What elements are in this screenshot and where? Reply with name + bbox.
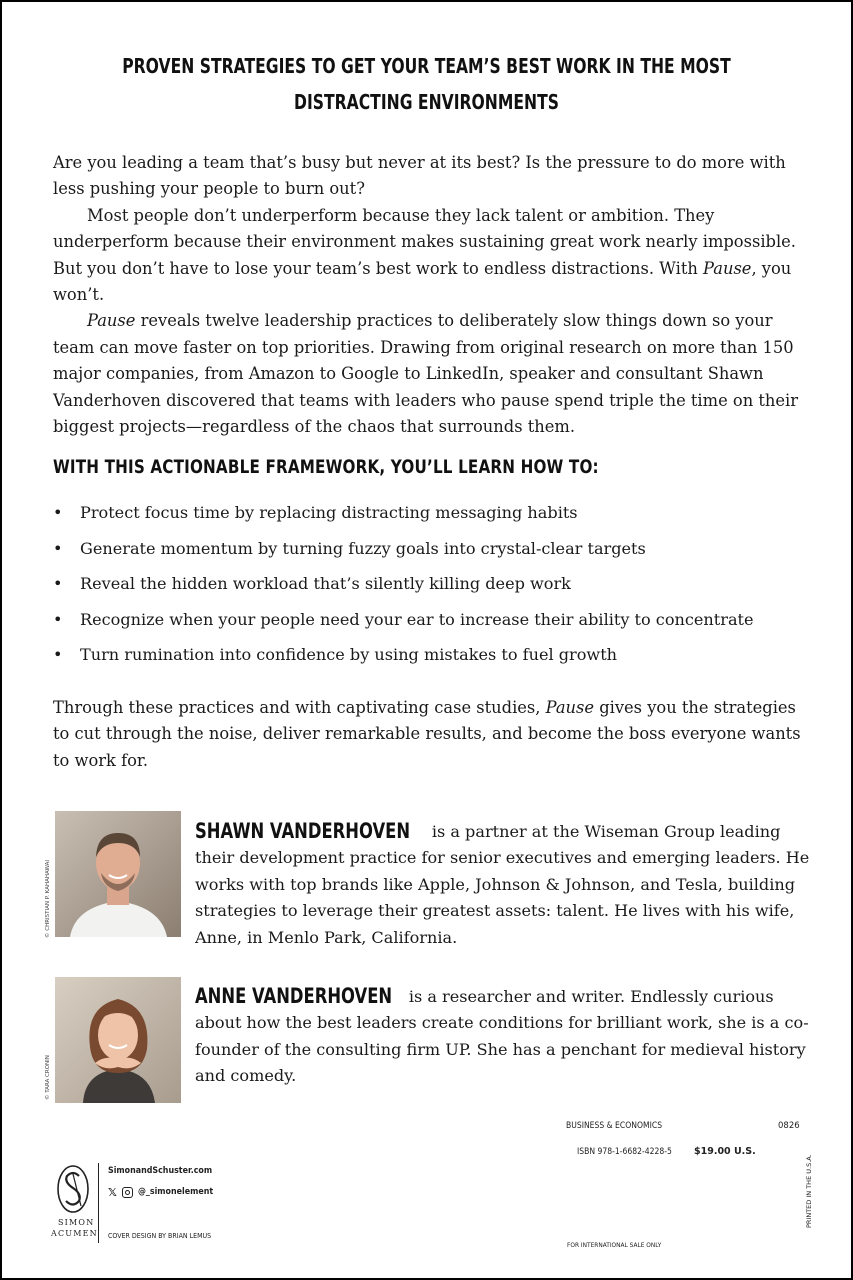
instagram-icon[interactable] [122,1187,133,1198]
catalog-code: 0826 [778,1121,800,1131]
bullet-text: Turn rumination into confidence by using mistakes to fuel growth [80,645,618,664]
photo-credit-2: © TARA CRONIN [45,1055,51,1100]
list-item [53,500,843,536]
international-sale-label: FOR INTERNATIONAL SALE ONLY [567,1241,662,1249]
portrait-icon [55,977,181,1103]
author-bio-text: is a partner at the Wiseman Group leading their development practice for senior executives and emerging leaders. He works with top brands like Apple, Johnson & Johnson, and Tesla, building strategies to leverage their greatest assets: talent. He lives with his wife, Anne, in Menlo Park, California. [195,822,810,947]
book-title-italic: Pause [703,258,752,278]
bullet-text: Recognize when your people need your ear to increase their ability to concentrate [80,609,754,629]
intro-paragraph-1: Are you leading a team that’s busy but never at its best? Is the pressure to do more with less pushing your people to burn out? [53,153,786,199]
author-bio-text: is a researcher and writer. Endlessly curious about how the best leaders create conditions for brilliant work, she is a co-founder of the consulting firm UP. She has a penchant for medieval history and comedy. [195,987,809,1086]
simon-acumen-logo-icon [55,1164,91,1214]
author-bio-anne [195,983,820,1090]
social-handle[interactable]: @_simonelement [137,1187,214,1198]
intro-paragraph-3-text: reveals twelve leadership practices to deliberately slow things down so your team can move faster on top priorities. Drawing from original research on more than 150 major companies, from Amazon to Google to LinkedIn, speaker and consultant Shawn Vanderhoven discovered that teams with leaders who pause spend triple the time on their biggest projects—regardless of the chaos that surrounds them. [53,311,799,437]
headline-line-2: DISTRACTING ENVIRONMENTS [294,90,559,114]
cover-design-credit: COVER DESIGN BY BRIAN LEMUS [108,1232,212,1240]
author-photo-shawn [55,811,181,937]
isbn-number: ISBN 978-1-6682-4228-5 [577,1147,672,1157]
intro-paragraph-2 [53,203,813,309]
list-item [53,536,843,572]
photo-credit-1: © CHRISTIAN P. KAHAHAWAI [45,859,51,938]
author-bio-shawn [195,818,820,951]
bullet-list [53,500,843,678]
framework-heading: WITH THIS ACTIONABLE FRAMEWORK, YOU’LL LEARN HOW TO: [53,456,599,478]
book-title-italic: Pause [87,311,136,331]
intro-paragraph-2-end: , you won’t. [53,258,792,305]
bullet-icon: • [53,538,63,558]
list-item [53,571,843,607]
headline-line-1: PROVEN STRATEGIES TO GET YOUR TEAM’S BEST WORK IN THE MOST [122,54,731,78]
publisher-name-line1: SIMON [58,1218,95,1227]
printed-label: PRINTED IN THE U.S.A. [805,1154,813,1228]
publisher-name-line2: ACUMEN [51,1229,98,1238]
bullet-text: Protect focus time by replacing distracting messaging habits [80,503,578,522]
bullet-text: Reveal the hidden workload that’s silently killing deep work [80,574,571,593]
book-title-italic: Pause [545,698,595,717]
price-label: $19.00 U.S. [694,1146,756,1157]
author-photo-anne [55,977,181,1103]
list-item [53,642,843,678]
intro-copy [53,150,813,440]
outro-end: gives you the strategies to cut through the noise, deliver remarkable results, and become the boss everyone wants to work for. [53,698,801,770]
intro-paragraph-2-text: Most people don’t underperform because they lack talent or ambition. They underperform because their environment makes sustaining great work nearly impossible. But you don’t have to lose your team’s best work to endless distractions. With [53,205,796,278]
bullet-icon: • [53,503,63,522]
bullet-text: Generate momentum by turning fuzzy goals into crystal-clear targets [80,538,646,558]
bullet-icon: • [53,645,63,664]
outro-paragraph [53,695,813,774]
x-icon[interactable]: 𝕏 [108,1185,117,1199]
headline [0,52,853,124]
category-label: BUSINESS & ECONOMICS [566,1121,663,1131]
intro-paragraph-3 [53,308,813,440]
list-item [53,607,843,643]
portrait-icon [55,811,181,937]
author-name: SHAWN VANDERHOVEN [195,819,411,843]
divider [98,1163,99,1243]
social-row [108,1183,223,1197]
author-name: ANNE VANDERHOVEN [195,984,393,1008]
publisher-logo [55,1164,91,1214]
website-link[interactable]: SimonandSchuster.com [108,1166,213,1176]
bullet-icon: • [53,574,63,593]
bullet-icon: • [53,609,63,629]
outro-start: Through these practices and with captivating case studies, [53,698,546,717]
